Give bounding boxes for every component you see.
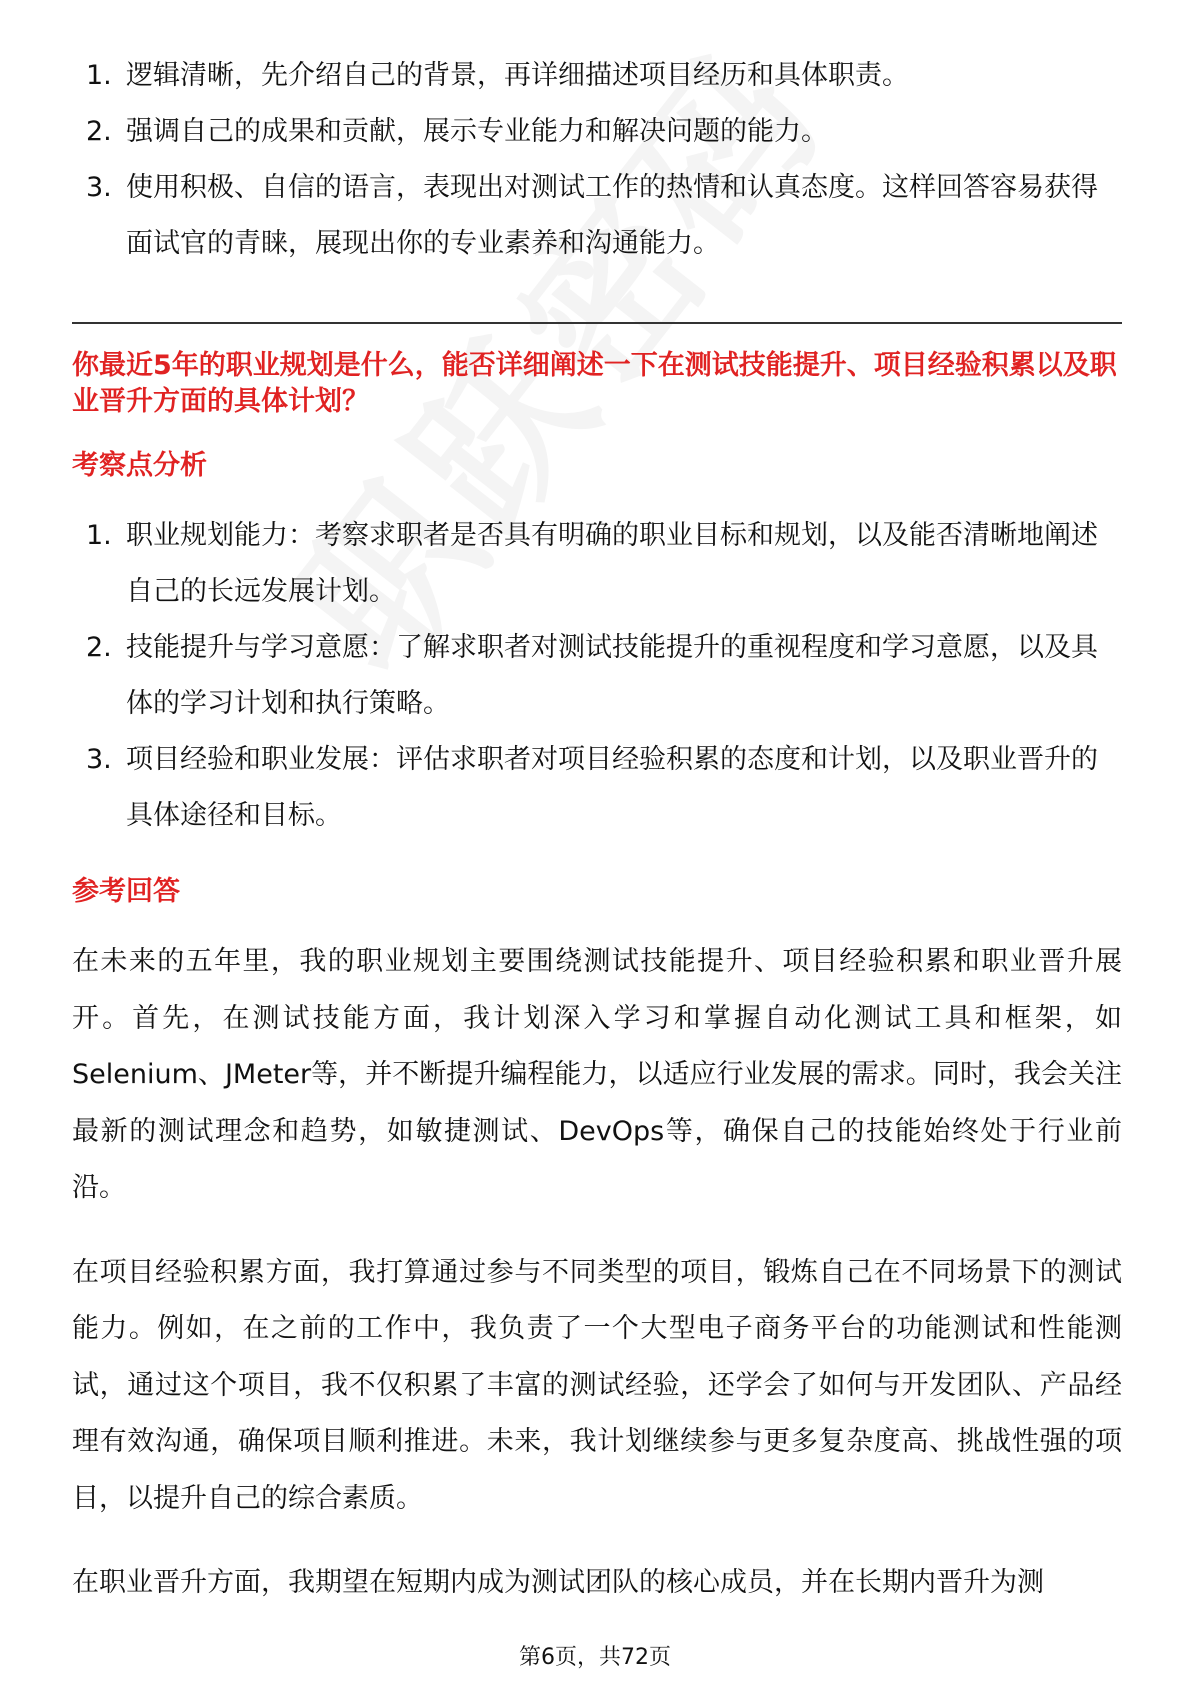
list-item-number: 1. <box>86 60 112 91</box>
section-divider <box>72 322 1122 324</box>
analysis-list <box>72 508 1122 844</box>
analysis-heading: 考察点分析 <box>72 450 207 481</box>
list-item-number: 3. <box>86 172 112 203</box>
interview-question: 你最近5年的职业规划是什么，能否详细阐述一下在测试技能提升、项目经验积累以及职业晋升方面的具体计划？ <box>72 350 1117 417</box>
list-item <box>72 48 1122 104</box>
list-item <box>72 732 1122 844</box>
answer-paragraph: 在职业晋升方面，我期望在短期内成为测试团队的核心成员，并在长期内晋升为测 <box>72 1567 1044 1598</box>
list-item-text: 强调自己的成果和贡献，展示专业能力和解决问题的能力。 <box>126 116 828 147</box>
list-item-number: 2. <box>86 116 112 147</box>
list-item-text: 使用积极、自信的语言，表现出对测试工作的热情和认真态度。这样回答容易获得面试官的青睐，展现出你的专业素养和沟通能力。 <box>126 172 1098 259</box>
list-item-number: 3. <box>86 744 112 775</box>
list-item <box>72 104 1122 160</box>
tips-list <box>72 48 1122 272</box>
answer-paragraph: 在项目经验积累方面，我打算通过参与不同类型的项目，锻炼自己在不同场景下的测试能力。例如，在之前的工作中，我负责了一个大型电子商务平台的功能测试和性能测试，通过这个项目，我不仅积累了丰富的测试经验，还学会了如何与开发团队、产品经理有效沟通，确保项目顺利推进。未来，我计划继续参与更多复杂度高、挑战性强的项目，以提升自己的综合素质。 <box>72 1256 1122 1514</box>
list-item <box>72 160 1122 272</box>
list-item <box>72 620 1122 732</box>
answer-paragraph: 在未来的五年里，我的职业规划主要围绕测试技能提升、项目经验积累和职业晋升展开。首先，在测试技能方面，我计划深入学习和掌握自动化测试工具和框架，如Selenium、JMeter等，并不断提升编程能力，以适应行业发展的需求。同时，我会关注最新的测试理念和趋势，如敏捷测试、DevOps等，确保自己的技能始终处于行业前沿。 <box>72 946 1122 1203</box>
page-footer: 第6页，共72页 <box>519 1645 671 1670</box>
page-content <box>72 48 1122 1612</box>
list-item-text: 项目经验和职业发展：评估求职者对项目经验积累的态度和计划，以及职业晋升的具体途径和目标。 <box>126 744 1098 831</box>
list-item <box>72 508 1122 620</box>
answer-heading: 参考回答 <box>72 876 180 907</box>
list-item-text: 职业规划能力：考察求职者是否具有明确的职业目标和规划，以及能否清晰地阐述自己的长远发展计划。 <box>126 520 1098 607</box>
list-item-number: 2. <box>86 632 112 663</box>
list-item-number: 1. <box>86 520 112 551</box>
list-item-text: 技能提升与学习意愿：了解求职者对测试技能提升的重视程度和学习意愿，以及具体的学习计划和执行策略。 <box>126 632 1098 719</box>
list-item-text: 逻辑清晰，先介绍自己的背景，再详细描述项目经历和具体职责。 <box>126 60 909 91</box>
